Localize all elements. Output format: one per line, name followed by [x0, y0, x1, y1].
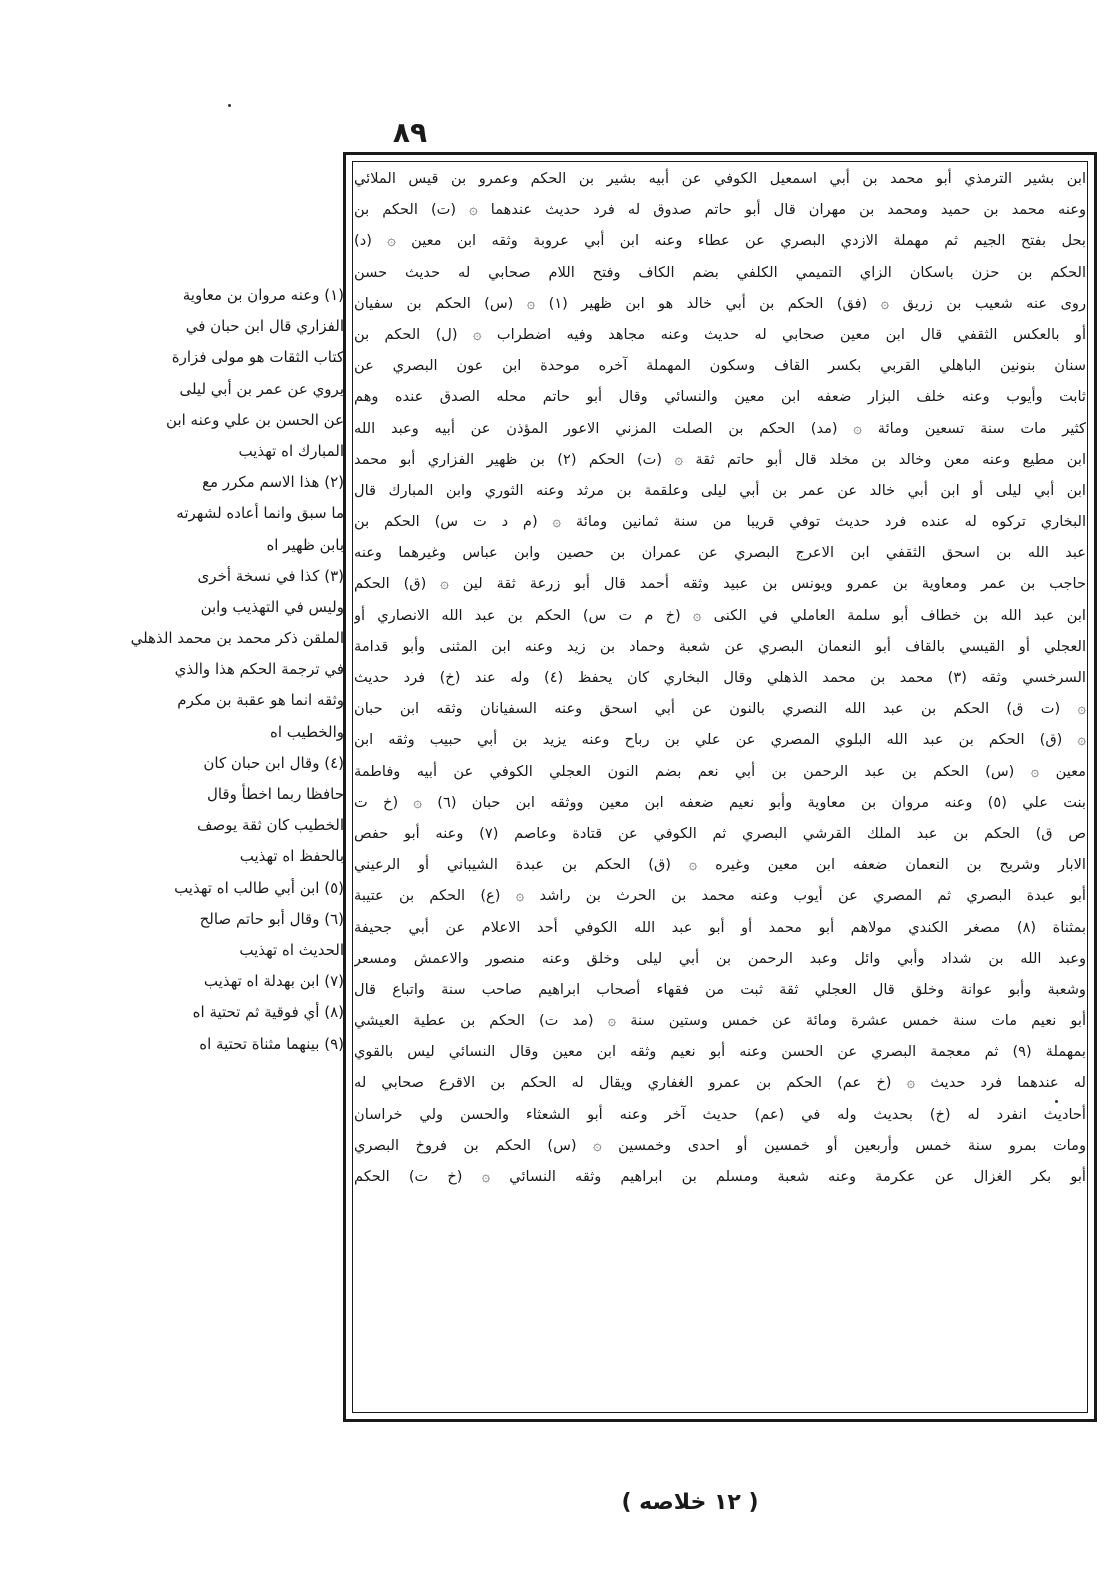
text-line: سنان بنونين الباهلي القربي بكسر القاف وسكون المهملة آخره موحدة ابن عون البصري عن: [354, 357, 1086, 375]
text-line: وعبد الله بن شداد وأبي وائل وعبد الرحمن بن أبي ليلى وخلق وعنه منصور والاعمش ومسعر: [354, 949, 1086, 967]
main-text-block: [354, 163, 1086, 1192]
text-line: الحكم بن حزن باسكان الزاي التميمي الكلفي بضم الكاف وفتح اللام صحابي له حديث حسن: [354, 263, 1086, 281]
margin-note-line: (٧) ابن بهدلة اه تهذيب: [203, 972, 344, 991]
margin-note-line: حافظا ربما اخطأ وقال: [206, 785, 344, 803]
margin-note-line: (٢) هذا الاسم مكرر مع: [202, 473, 344, 492]
margin-note-line: (٥) ابن أبي طالب اه تهذيب: [174, 878, 344, 897]
text-line: معين ۞ (س) الحكم بن عبد الرحمن بن أبي نعم بضم النون العجلي الكوفي عن أبيه وفاطمة: [354, 762, 1086, 780]
text-line: أحاديث انفرد له (خ) بحديث وله في (عم) حديث آخر وعنه أبو الشعثاء والحسن ولي خراسان: [354, 1105, 1086, 1123]
text-line: ابن مطيع وعنه معن وخالد بن مخلد قال أبو حاتم ثقة ۞ (ت) الحكم (٢) بن ظهير الفزاري أبو محمد: [354, 450, 1086, 468]
text-line: أبو عبدة البصري ثم المصري عن أيوب وعنه محمد بن الحرث بن راشد ۞ (ع) الحكم بن عتيبة: [354, 887, 1086, 905]
margin-note-line: المبارك اه تهذيب: [238, 441, 344, 460]
text-line: ثابت وأيوب وعنه خلف البزار ضعفه ابن معين والنسائي وقال أبو حاتم محله الصدق عنده وهم: [354, 388, 1086, 406]
text-line: ومات بمرو سنة خمس وأربعين أو خمسين أو احدى وخمسين ۞ (س) الحكم بن فروخ البصري: [354, 1136, 1086, 1154]
text-line: حاجب بن عمر ومعاوية بن عمرو ويونس بن عبيد وثقه أحمد قال أبو زرعة ثقة لين ۞ (ق) الحكم: [354, 575, 1086, 593]
ink-speck: [1055, 1100, 1058, 1103]
text-line: السرخسي وثقه (٣) محمد بن محمد الذهلي وقال البخاري كان يحفظ (٤) وله عند (خ) فرد حديث: [354, 669, 1086, 686]
text-line: بحل بفتح الجيم ثم مهملة الازدي البصري عن عطاء وعنه ابن أبي عروبة وثقه ابن معين ۞ (د): [354, 232, 1086, 250]
text-line: ابن بشير الترمذي أبو محمد بن أبي اسمعيل الكوفي عن أبيه بشير بن الحكم وعمرو بن قيس الملائي: [354, 170, 1086, 187]
text-line: وعنه محمد بن حميد ومحمد بن مهران قال أبو حاتم صدوق له فرد حديث عندهما ۞ (ت) الحكم بن: [354, 201, 1086, 219]
margin-note-line: (٨) أي فوقية ثم تحتية اه: [192, 1003, 344, 1022]
margin-note-line: ما سبق وانما أعاده لشهرته: [176, 504, 344, 523]
margin-note-line: الخطيب كان ثقة يوصف: [196, 816, 344, 835]
margin-note-line: الفزاري قال ابن حبان في: [185, 317, 344, 336]
text-line: بمهملة (٩) ثم معجمة البصري عن الحسن وعنه أبو نعيم وثقه ابن معين وقال النسائي ليس بالقوي: [354, 1043, 1086, 1061]
text-line: الابار وشريح بن النعمان ضعفه ابن معين وغيره ۞ (ق) الحكم بن عبدة الشيباني أو الرعيني: [354, 856, 1086, 874]
margin-note-line: يروي عن عمر بن أبي ليلى: [179, 379, 344, 398]
text-line: ۞ (ق) الحكم بن عبد الله البلوي المصري عن علي بن رباح وعنه يزيد بن أبي حبيب وثقه ابن: [354, 731, 1086, 749]
margin-note-line: في ترجمة الحكم هذا والذي: [174, 660, 344, 679]
text-line: ۞ (ت ق) الحكم بن عبد الله النصري بالنون عن أبي اسحق وعنه السفيانان وثقه ابن حبان: [354, 700, 1086, 718]
text-line: كثير مات سنة تسعين ومائة ۞ (مد) الحكم بن الصلت المزني الاعور المؤذن عن أبيه وعبد الله: [354, 419, 1086, 437]
main-text-frame: [343, 152, 1097, 1422]
text-line: أو بالعكس الثقفي قال ابن معين صحابي له حديث وعنه مجاهد وفيه اضطراب ۞ (ل) الحكم بن: [354, 325, 1086, 343]
margin-note-line: والخطيب اه: [269, 722, 344, 741]
text-line: روى عنه شعيب بن زريق ۞ (فق) الحكم بن أبي خالد هو ابن ظهير (١) ۞ (س) الحكم بن سفيان: [354, 294, 1086, 312]
margin-note-line: كتاب الثقات هو مولى فزارة: [171, 348, 344, 367]
margin-note-line: بابن ظهير اه: [266, 535, 344, 554]
text-line: البخاري تركوه له عنده فرد حديث توفي قريبا من سنة ثمانين ومائة ۞ (م د ت س) الحكم بن: [354, 513, 1086, 531]
margin-note-line: (٩) بينهما مثناة تحتية اه: [199, 1034, 344, 1053]
text-line: له عندهما فرد حديث ۞ (خ عم) الحكم بن عمرو الغفاري ويقال له الحكم بن الاقرع صحابي له: [354, 1074, 1086, 1092]
margin-note-line: بالحفظ اه تهذيب: [239, 847, 344, 866]
signature-mark: ( ١٢ خلاصه ): [621, 1490, 759, 1515]
margin-note-line: وليس في التهذيب وابن: [200, 597, 344, 616]
text-line: بنت علي (٥) وعنه مروان بن معاوية وأبو نعيم ضعفه ابن معين ووثقه ابن حبان (٦) ۞ (خ ت: [354, 793, 1086, 811]
text-line: العجلي أو القيسي بالقاف أبو النعمان البصري عن شعبة وحماد بن زيد وعنه ابن المثنى وأبو قدامة: [354, 637, 1086, 655]
margin-note-line: (٤) وقال ابن حبان كان: [203, 753, 344, 772]
text-line: ابن أبي ليلى أو ابن أبي خالد عن عمر بن أبي ليلى وعلقمة بن مرثد وعنه الثوري وابن المبارك قال: [354, 481, 1086, 499]
ink-speck: [228, 104, 231, 107]
margin-note-line: وثقه انما هو عقبة بن مكرم: [177, 691, 344, 710]
text-line: أبو نعيم مات سنة خمس عشرة ومائة عن خمس وستين سنة ۞ (مد ت) الحكم بن عطية العيشي: [354, 1012, 1086, 1030]
margin-note-line: (٣) كذا في نسخة أخرى: [197, 566, 344, 585]
text-line: عبد الله بن اسحق الثقفي ابن الاعرج البصري عن عمران بن حصين وابن عباس وغيرهما وعنه: [354, 544, 1086, 562]
text-line: ابن عبد الله بن خطاف أبو سلمة العاملي في الكنى ۞ (خ م ت س) الحكم بن عبد الله الانصاري أو: [354, 606, 1086, 624]
text-line: بمثناة (٨) مصغر الكندي مولاهم أبو محمد أو أبو عبد الله الكوفي أحد الاعلام عن أبي جحيفة: [354, 918, 1086, 936]
text-line: وشعبة وأبو عوانة وخلق قال العجلي ثقة ثبت من فقهاء أصحاب ابراهيم صاحب سنة واتباع قال: [354, 980, 1086, 998]
text-line: أبو بكر الغزال عن عكرمة وعنه شعبة ومسلم بن ابراهيم وثقه النسائي ۞ (خ ت) الحكم: [354, 1168, 1086, 1185]
page-number: ٨٩: [392, 116, 428, 149]
margin-note-line: (٦) وقال أبو حاتم صالح: [199, 909, 344, 928]
text-line: ص ق) الحكم بن عبد الملك القرشي البصري ثم الكوفي عن قتادة وعاصم (٧) وعنه أبو حفص: [354, 824, 1086, 842]
margin-note-line: الملقن ذكر محمد بن محمد الذهلي: [130, 629, 344, 648]
margin-notes: [130, 280, 344, 1060]
margin-note-line: عن الحسن بن علي وعنه ابن: [166, 410, 344, 429]
margin-note-line: الحديث اه تهذيب: [239, 940, 344, 959]
margin-note-line: (١) وعنه مروان بن معاوية: [182, 286, 344, 304]
